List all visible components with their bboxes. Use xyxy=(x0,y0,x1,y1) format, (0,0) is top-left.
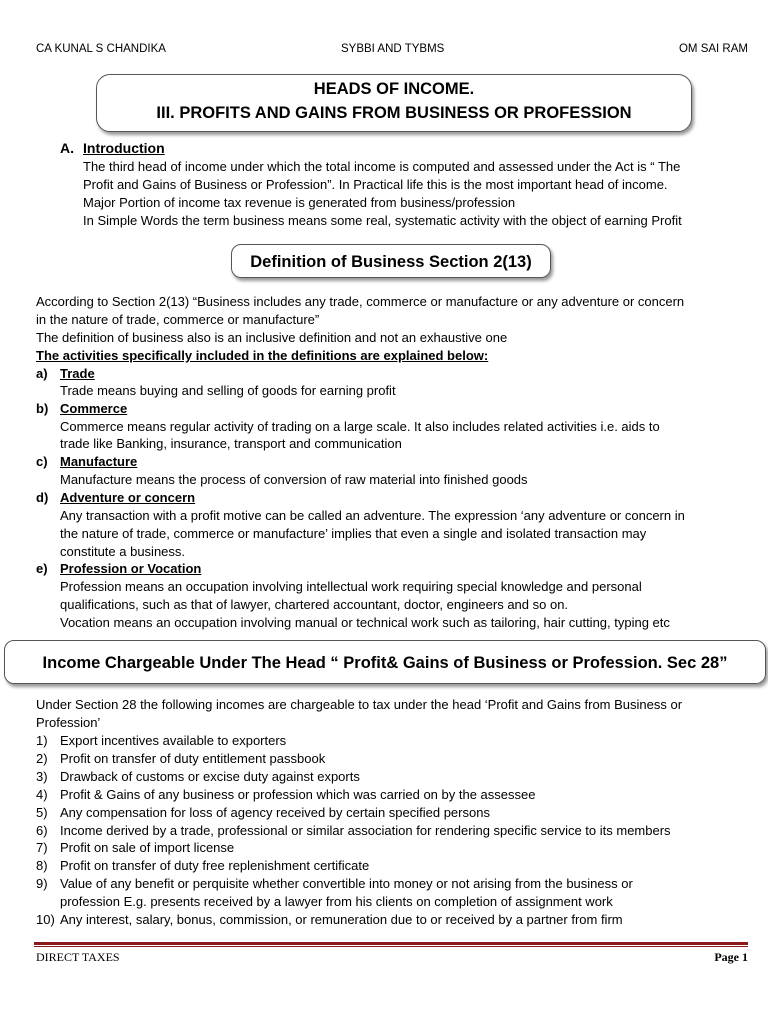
list-item: Any compensation for loss of agency received by certain specified persons xyxy=(60,805,490,820)
intro-line: Profit and Gains of Business or Profession”. In Practical life this is the most important head of income. xyxy=(83,177,668,192)
activity-line: Vocation means an occupation involving manual or technical work such as tailoring, hair cutting, typing etc xyxy=(60,615,670,630)
activity-marker: c) xyxy=(36,454,48,469)
activity-line: qualifications, such as that of lawyer, chartered accountant, doctor, engineers and so on. xyxy=(60,597,569,612)
list-item: Profit on transfer of duty free replenishment certificate xyxy=(60,858,370,873)
list-item: Profit on transfer of duty entitlement passbook xyxy=(60,751,326,766)
header-motto: OM SAI RAM xyxy=(678,43,748,55)
activity-line: Commerce means regular activity of trading on a large scale. It also includes related activities i.e. aids to xyxy=(60,419,660,434)
list-item: Export incentives available to exporters xyxy=(60,733,287,748)
list-number: 3) xyxy=(36,769,48,784)
footer-rule xyxy=(34,942,748,945)
activity-line: Any transaction with a profit motive can be called an adventure. The expression ‘any adventure or concern in xyxy=(60,508,685,523)
list-item: Any interest, salary, bonus, commission, or remuneration due to or received by a partner from firm xyxy=(60,912,623,927)
header-course: SYBBI AND TYBMS xyxy=(341,43,445,55)
list-number: 10) xyxy=(36,912,55,927)
list-item: Profit & Gains of any business or profession which was carried on by the assessee xyxy=(60,787,536,802)
title-line-2: III. PROFITS AND GAINS FROM BUSINESS OR PROFESSION xyxy=(156,104,632,122)
activity-title: Manufacture xyxy=(60,454,138,469)
intro-line: In Simple Words the term business means some real, systematic activity with the object of earning Profit xyxy=(83,213,682,228)
activity-title: Commerce xyxy=(60,401,128,416)
page-number: Page 1 xyxy=(714,950,748,964)
list-number: 1) xyxy=(36,733,48,748)
intro-marker: A. xyxy=(60,140,74,156)
list-number: 4) xyxy=(36,787,48,802)
footer-subject: DIRECT TAXES xyxy=(36,950,120,964)
activity-line: trade like Banking, insurance, transport and communication xyxy=(60,436,402,451)
definition-line: The definition of business also is an inclusive definition and not an exhaustive one xyxy=(36,330,508,345)
sec28-intro-line: Profession’ xyxy=(36,715,101,730)
list-item: Profit on sale of import license xyxy=(60,840,235,855)
activity-line: the nature of trade, commerce or manufacture’ implies that even a single and isolated transaction may xyxy=(60,526,647,541)
list-number: 2) xyxy=(36,751,48,766)
activity-marker: e) xyxy=(36,561,48,576)
title-line-1: HEADS OF INCOME. xyxy=(313,80,475,98)
activity-line: Trade means buying and selling of goods for earning profit xyxy=(60,383,396,398)
list-item: profession E.g. presents received by a lawyer from his clients on completion of assignment work xyxy=(60,894,613,909)
definition-line: According to Section 2(13) “Business includes any trade, commerce or manufacture or any adventure or concern xyxy=(36,294,685,309)
definition-bold-line: The activities specifically included in the definitions are explained below: xyxy=(36,348,489,363)
sec28-box: Income Chargeable Under The Head “ Profit& Gains of Business or Profession. Sec 28” xyxy=(4,640,766,684)
list-number: 5) xyxy=(36,805,48,820)
list-number: 6) xyxy=(36,823,48,838)
activity-marker: d) xyxy=(36,490,49,505)
definition-box: Definition of Business Section 2(13) xyxy=(231,244,551,278)
activity-title: Adventure or concern xyxy=(60,490,196,505)
list-item: Income derived by a trade, professional or similar association for rendering specific service to its members xyxy=(60,823,671,838)
activity-line: Manufacture means the process of conversion of raw material into finished goods xyxy=(60,472,528,487)
header-author: CA KUNAL S CHANDIKA xyxy=(36,43,166,55)
activity-line: Profession means an occupation involving intellectual work requiring special knowledge and personal xyxy=(60,579,642,594)
activity-title: Profession or Vocation xyxy=(60,561,202,576)
list-number: 8) xyxy=(36,858,48,873)
sec28-intro-line: Under Section 28 the following incomes are chargeable to tax under the head ‘Profit and Gains from Business or xyxy=(36,697,683,712)
intro-line: Major Portion of income tax revenue is generated from business/profession xyxy=(83,195,516,210)
intro-heading: Introduction xyxy=(83,140,165,156)
list-item: Value of any benefit or perquisite whether convertible into money or not arising from the business or xyxy=(60,876,633,891)
list-number: 9) xyxy=(36,876,48,891)
list-number: 7) xyxy=(36,840,48,855)
intro-line: The third head of income under which the total income is computed and assessed under the Act is “ The xyxy=(83,159,681,174)
activity-marker: a) xyxy=(36,366,48,381)
footer-rule xyxy=(34,946,748,947)
list-item: Drawback of customs or excise duty against exports xyxy=(60,769,360,784)
activity-marker: b) xyxy=(36,401,49,416)
activity-line: constitute a business. xyxy=(60,544,186,559)
definition-line: in the nature of trade, commerce or manufacture” xyxy=(36,312,320,327)
activity-title: Trade xyxy=(60,366,95,381)
title-box xyxy=(96,74,692,132)
